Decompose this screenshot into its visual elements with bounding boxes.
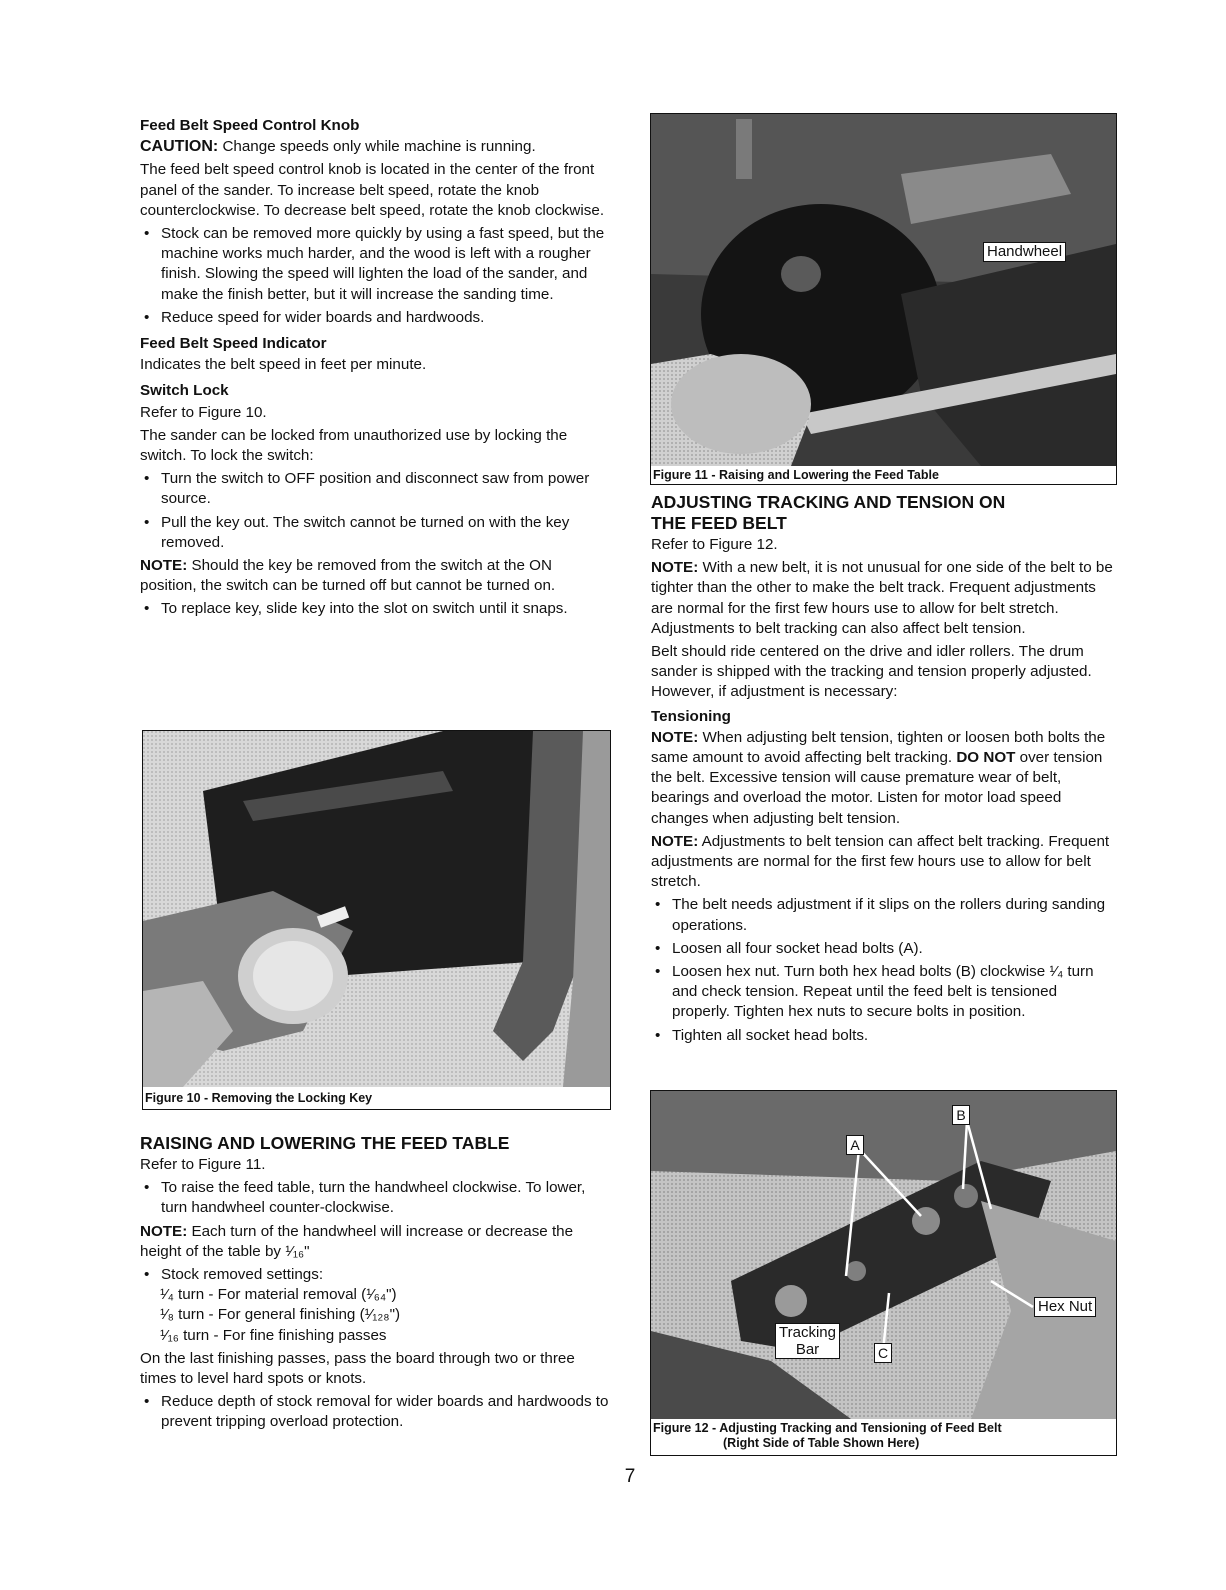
caution-label: CAUTION: (140, 138, 219, 156)
note-text: When adjusting belt tension, tighten or loosen both bolts the same amount to avoid affecting belt tracking. (651, 728, 1106, 767)
setting-eighth-turn: ¹⁄₈ turn - For general finishing (¹⁄₁₂₈") (160, 1306, 401, 1324)
figure-10-caption: Figure 10 - Removing the Locking Key (145, 1091, 373, 1105)
tracking-ref: Refer to Figure 12. (651, 536, 778, 553)
note-label: NOTE: (140, 557, 188, 575)
note-label: NOTE: (651, 832, 699, 850)
note-label: NOTE: (140, 1222, 188, 1240)
switch-lock-ref: Refer to Figure 10. (140, 403, 267, 421)
handwheel-callout: Handwheel (983, 242, 1066, 262)
list-item: • Loosen hex nut. Turn both hex head bolts (B) clockwise ¹⁄₄ turn and check tension. Repeat until the feed belt is tensioned properly. Tighten hex nuts to secure bolts in position. (651, 962, 1119, 1023)
left-column-lower (140, 1133, 612, 1436)
tracking-paragraph: Belt should ride centered on the drive and idler rollers. The drum sander is shipped with the tracking and tension properly adjusted. However, if adjustment is necessary: (651, 643, 1092, 701)
note-text: Should the key be removed from the switch at the ON position, the switch can be turned off but cannot be turned on. (140, 557, 556, 595)
note-text: Each turn of the handwheel will increase or decrease the height of the table by ¹⁄₁₆" (140, 1222, 574, 1260)
label-a: A (846, 1135, 864, 1155)
list-item: • To raise the feed table, turn the handwheel clockwise. To lower, turn handwheel counter-clockwise. (140, 1178, 612, 1218)
tensioning-note-2 (651, 832, 1119, 893)
caution-text: Change speeds only while machine is running. (218, 138, 536, 156)
figure-10-photo (143, 731, 610, 1087)
tracking-bar-callout (775, 1323, 840, 1359)
figure-12-photo (651, 1091, 1116, 1419)
stock-settings-list (140, 1265, 612, 1285)
raising-lowering-list (140, 1178, 612, 1218)
tracking-bar-line-2: Bar (795, 1341, 820, 1358)
list-item: • Turn the switch to OFF position and disconnect saw from power source. (140, 469, 612, 509)
note-text: over tension the belt. Excessive tension will cause premature wear of belt, bearings and overload the motor. Listen for motor load speed changes when adjusting belt tension. (651, 749, 1103, 827)
tensioning-note-1 (651, 728, 1119, 829)
figure-11-caption: Figure 11 - Raising and Lowering the Feed Table (653, 468, 939, 482)
list-item: • To replace key, slide key into the slot on switch until it snaps. (140, 599, 612, 619)
tracking-bar-line-1: Tracking (779, 1324, 836, 1341)
finishing-passes-paragraph: On the last finishing passes, pass the board through two or three times to level hard spots or knots. (140, 1349, 575, 1388)
raising-lowering-note (140, 1222, 612, 1262)
raising-lowering-list-2 (140, 1392, 612, 1432)
setting-sixteenth-turn: ¹⁄₁₆ turn - For fine finishing passes (160, 1326, 387, 1344)
speed-knob-list (140, 224, 612, 328)
stock-settings (140, 1285, 612, 1346)
list-item: • Pull the key out. The switch cannot be turned on with the key removed. (140, 513, 612, 553)
note-text: Adjustments to belt tension can affect belt tracking. Frequent adjustments are normal for the first few hours use to allow for belt stretch. (651, 832, 1110, 891)
setting-quarter-turn: ¹⁄₄ turn - For material removal (¹⁄₆₄") (160, 1286, 397, 1304)
note-text: With a new belt, it is not unusual for one side of the belt to be tighter than the other to make the belt track. Frequent adjustments are normal for the first few hours use to allow for belt stretch. Adjustments to belt tracking can also affect belt tension. (651, 559, 1113, 637)
figure-11 (650, 113, 1117, 485)
list-item: • Stock removed settings: (140, 1265, 612, 1285)
tracking-heading-line-2: THE FEED BELT (651, 513, 787, 533)
raising-lowering-heading: RAISING AND LOWERING THE FEED TABLE (140, 1133, 510, 1153)
list-item: • Loosen all four socket head bolts (A). (651, 939, 1119, 959)
figure-12-caption-line-2: (Right Side of Table Shown Here) (723, 1436, 920, 1450)
tracking-heading-line-1: ADJUSTING TRACKING AND TENSION ON (651, 492, 1006, 512)
figure-12-caption-line-1: Figure 12 - Adjusting Tracking and Tensioning of Feed Belt (653, 1421, 1002, 1435)
right-column (651, 492, 1119, 1049)
tracking-tension-heading (651, 492, 1119, 534)
raising-lowering-ref: Refer to Figure 11. (140, 1156, 266, 1173)
switch-lock-note (140, 556, 612, 596)
list-item: • Stock can be removed more quickly by using a fast speed, but the machine works much harder, and the wood is left with a rougher finish. Slowing the speed will lighten the load of the sander, and make the finish better, but it will increase the sanding time. (140, 224, 612, 305)
tensioning-list (651, 895, 1119, 1045)
switch-lock-paragraph: The sander can be locked from unauthorized use by locking the switch. To lock the switch: (140, 426, 568, 465)
figure-10 (142, 730, 611, 1110)
hex-nut-callout: Hex Nut (1034, 1297, 1096, 1317)
speed-indicator-heading: Feed Belt Speed Indicator (140, 335, 327, 353)
tensioning-heading: Tensioning (651, 707, 731, 725)
switch-lock-list (140, 469, 612, 553)
label-b: B (952, 1105, 970, 1125)
label-c: C (874, 1343, 892, 1363)
speed-knob-paragraph: The feed belt speed control knob is located in the center of the front panel of the sander. To increase belt speed, rotate the knob counterclockwise. To decrease belt speed, rotate the knob clockwise. (140, 161, 605, 219)
list-item: • The belt needs adjustment if it slips on the rollers during sanding operations. (651, 895, 1119, 935)
list-item: • Reduce speed for wider boards and hardwoods. (140, 308, 612, 328)
left-column-upper (140, 110, 612, 623)
figure-12 (650, 1090, 1117, 1456)
list-item: • Tighten all socket head bolts. (651, 1026, 1119, 1046)
list-item: • Reduce depth of stock removal for wider boards and hardwoods to prevent tripping overload protection. (140, 1392, 612, 1432)
switch-lock-heading: Switch Lock (140, 382, 229, 400)
speed-indicator-paragraph: Indicates the belt speed in feet per minute. (140, 356, 427, 374)
note-label: NOTE: (651, 559, 699, 577)
caution-paragraph (140, 137, 612, 157)
switch-lock-list-2 (140, 599, 612, 619)
do-not-emphasis: DO NOT (956, 749, 1016, 767)
figure-11-photo (651, 114, 1116, 466)
note-label: NOTE: (651, 728, 699, 746)
speed-knob-heading: Feed Belt Speed Control Knob (140, 117, 360, 134)
tracking-note (651, 558, 1119, 639)
page-number: 7 (624, 1466, 636, 1487)
